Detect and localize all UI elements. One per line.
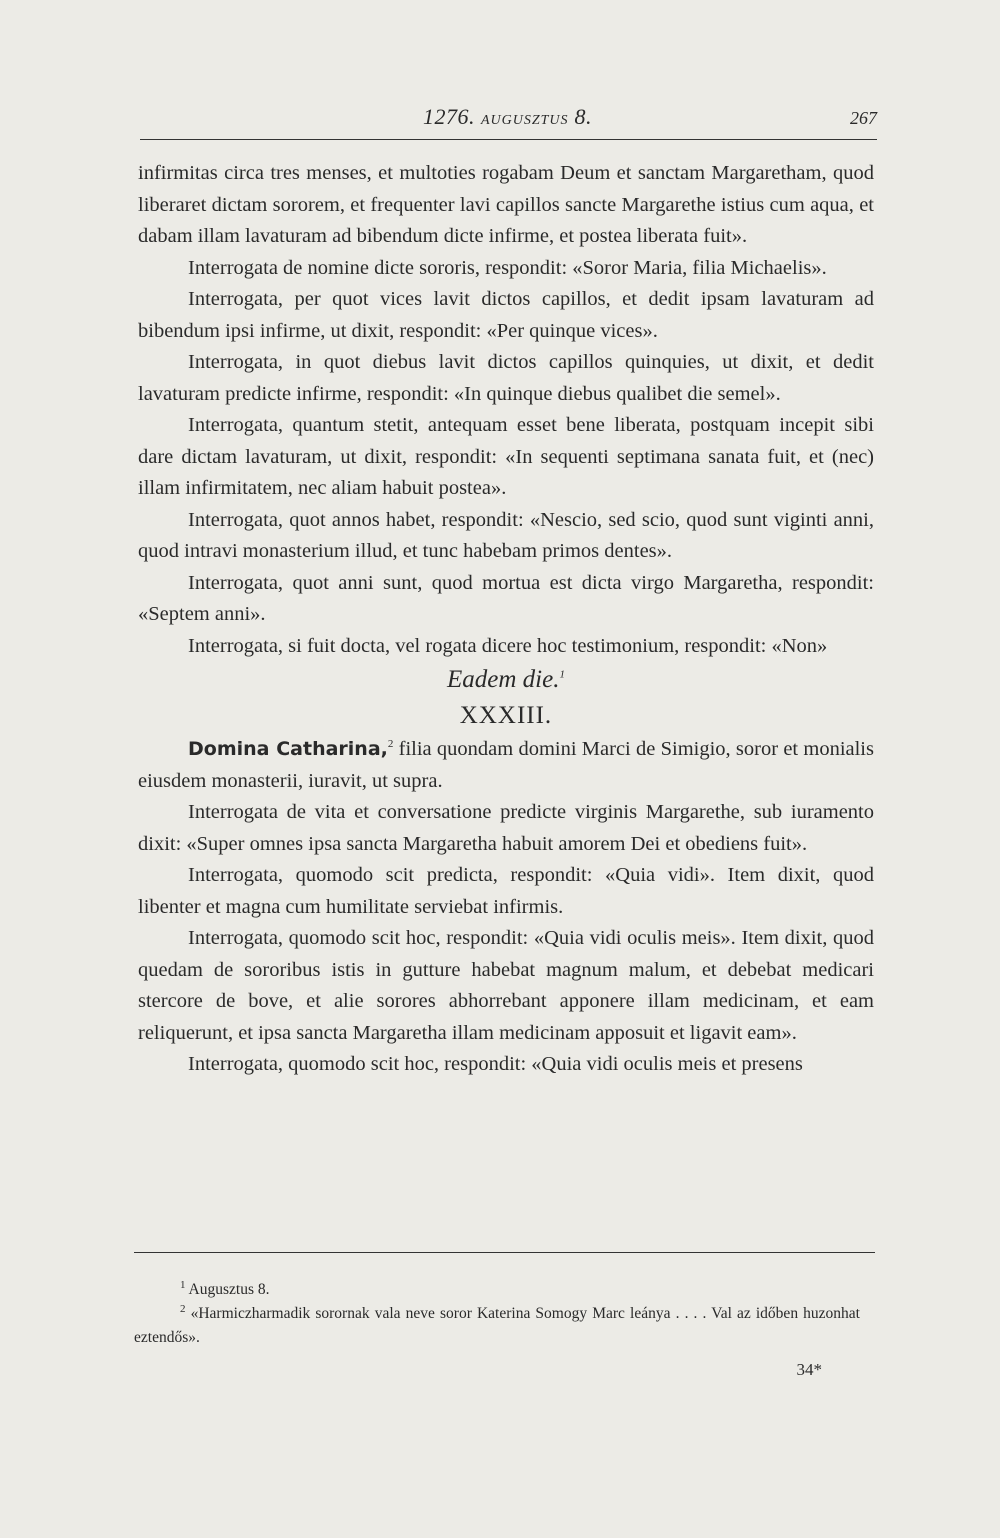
signature-mark: 34* <box>796 1360 822 1379</box>
footnote-rule <box>134 1252 875 1253</box>
paragraph: Interrogata, quomodo scit hoc, respondit: «Quia vidi oculis meis et presens <box>188 1053 803 1075</box>
footnotes <box>134 1278 860 1350</box>
header-rule <box>140 139 877 140</box>
footnote-mark: 2 <box>180 1302 186 1315</box>
footnote-mark: 1 <box>180 1278 186 1291</box>
page-number: 267 <box>850 108 877 128</box>
paragraph: Interrogata, quot annos habet, respondit: «Nescio, sed scio, quod sunt viginti anni, quod intravi monasterium illud, et tunc habebam primos dentes». <box>138 508 874 562</box>
witness-name: Domina Catharina, <box>188 738 388 760</box>
footnote-mark: 1 <box>559 668 565 681</box>
paragraph: Interrogata, in quot diebus lavit dictos capillos quinquies, ut dixit, et dedit lavaturam predicte infirme, respondit: «In quinque diebus qualibet die semel». <box>138 351 874 405</box>
paragraph-text: filia quondam domini Marci de Simigio, soror et monialis eiusdem monasterii, iuravit, ut supra. <box>138 738 874 792</box>
paragraph: Interrogata de vita et conversatione predicte virginis Margarethe, sub iuramento dixit: «Super omnes ipsa sancta Margaretha habuit amorem Dei et obediens fuit». <box>138 801 874 855</box>
footnote-mark: 2 <box>387 738 394 751</box>
paragraph: Interrogata, quomodo scit hoc, respondit: «Quia vidi oculis meis». Item dixit, quod quedam de sororibus istis in gutture habebat magnum malum, et debebat medicari stercore de bove, et alie sorores abhorrebant apponere illam medicinam, et eam reliquerunt, et ipsa sancta Margaretha illam medicinam apposuit et ligavit eam». <box>138 927 874 1044</box>
paragraph: Interrogata de nomine dicte sororis, respondit: «Soror Maria, filia Michaelis». <box>188 256 827 279</box>
paragraph: Interrogata, quantum stetit, antequam esset bene liberata, postquam incepit sibi dare dictam lavaturam, ut dixit, respondit: «In sequenti septimana sanata fuit, et (nec) illam infirmitatem, nec aliam habuit postea». <box>138 414 874 499</box>
header-day: 8. <box>574 104 593 129</box>
section-title-text: Eadem die. <box>447 666 560 693</box>
paragraph: Interrogata, per quot vices lavit dictos capillos, et dedit ipsam lavaturam ad bibendum ipsi infirme, ut dixit, respondit: «Per quinque vices». <box>138 288 874 342</box>
footnote-text: Augusztus 8. <box>188 1281 270 1298</box>
paragraph: Interrogata, si fuit docta, vel rogata dicere hoc testimonium, respondit: «Non» <box>188 634 828 657</box>
header-year: 1276. <box>422 104 475 129</box>
paragraph: Interrogata, quot anni sunt, quod mortua est dicta virgo Margaretha, respondit: «Septem anni». <box>138 571 874 625</box>
header-month: AUGUSZTUS <box>480 113 569 128</box>
section-number: XXXIII. <box>459 702 553 729</box>
paragraph: Interrogata, quomodo scit predicta, respondit: «Quia vidi». Item dixit, quod libenter et magna cum humilitate serviebat infirmis. <box>138 864 874 918</box>
paragraph: infirmitas circa tres menses, et multoties rogabam Deum et sanctam Margaretham, quod liberaret dictam sororem, et frequenter lavi capillos sancte Margarethe istius cum aqua, et dabam illam lavaturam ad bibendum dicte infirme, et postea liberata fuit». <box>138 162 874 247</box>
section-title <box>138 662 874 698</box>
main-text <box>138 158 874 1081</box>
running-header <box>140 104 875 134</box>
footnote <box>134 1302 860 1350</box>
running-title <box>140 104 875 130</box>
paragraph <box>138 734 874 797</box>
footnote-text: «Harmiczharmadik sorornak vala neve soror Katerina Somogy Marc leánya . . . . Val az időben huzonhat eztendős». <box>134 1305 860 1346</box>
footnote <box>134 1278 860 1302</box>
